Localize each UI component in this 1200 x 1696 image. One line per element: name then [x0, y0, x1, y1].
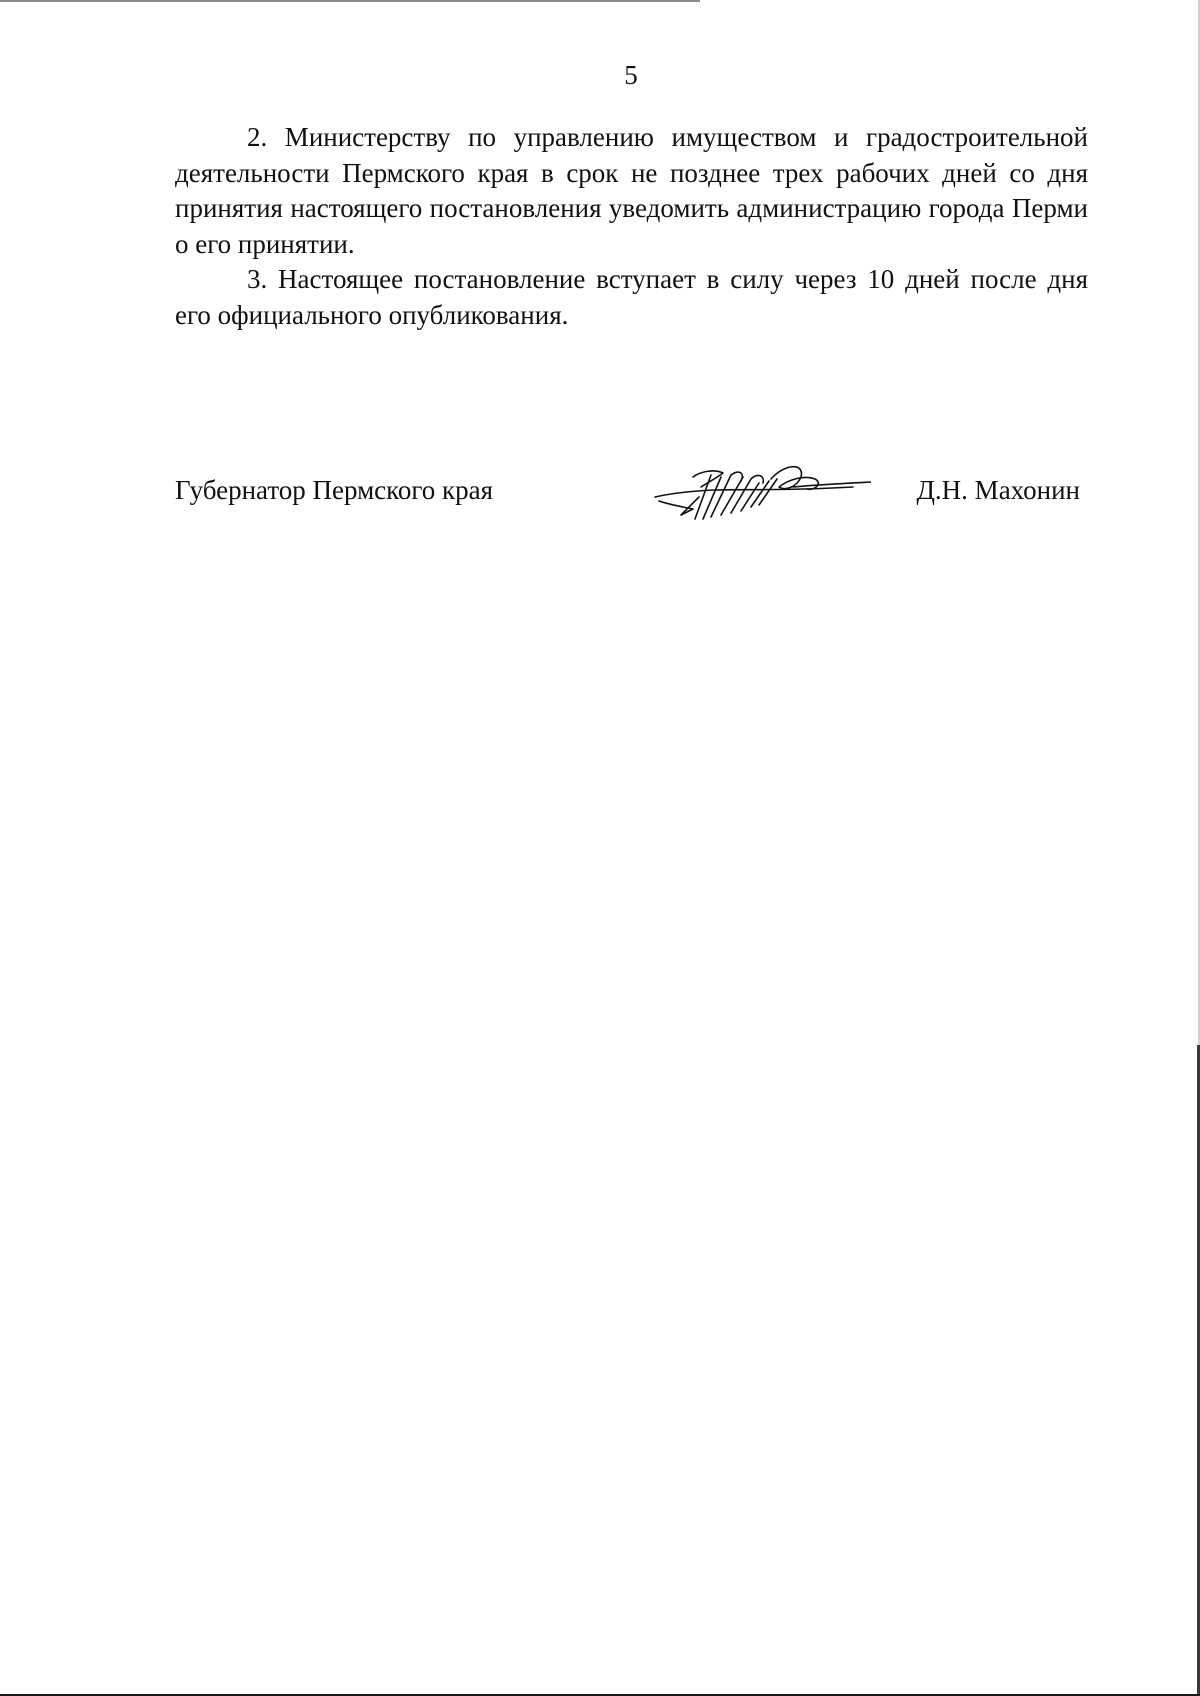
handwritten-signature-icon — [653, 457, 871, 525]
signature-block — [175, 475, 1088, 525]
paragraph-3: 3. Настоящее постановление вступает в силу через 10 дней после дня его официального опубликования. — [175, 264, 1088, 330]
page-number: 5 — [624, 60, 638, 90]
document-body — [175, 120, 1088, 333]
signatory-title: Губернатор Пермского края — [175, 475, 494, 505]
signatory-name: Д.Н. Махонин — [916, 475, 1080, 505]
scan-edge-top — [0, 0, 700, 2]
paragraph-2: 2. Министерству по управлению имуществом и градостроительной деятельности Пермского края в срок не позднее трех рабочих дней со дня принятия настоящего постановления уведомить администрацию города Перми о его принятии. — [175, 122, 1088, 259]
